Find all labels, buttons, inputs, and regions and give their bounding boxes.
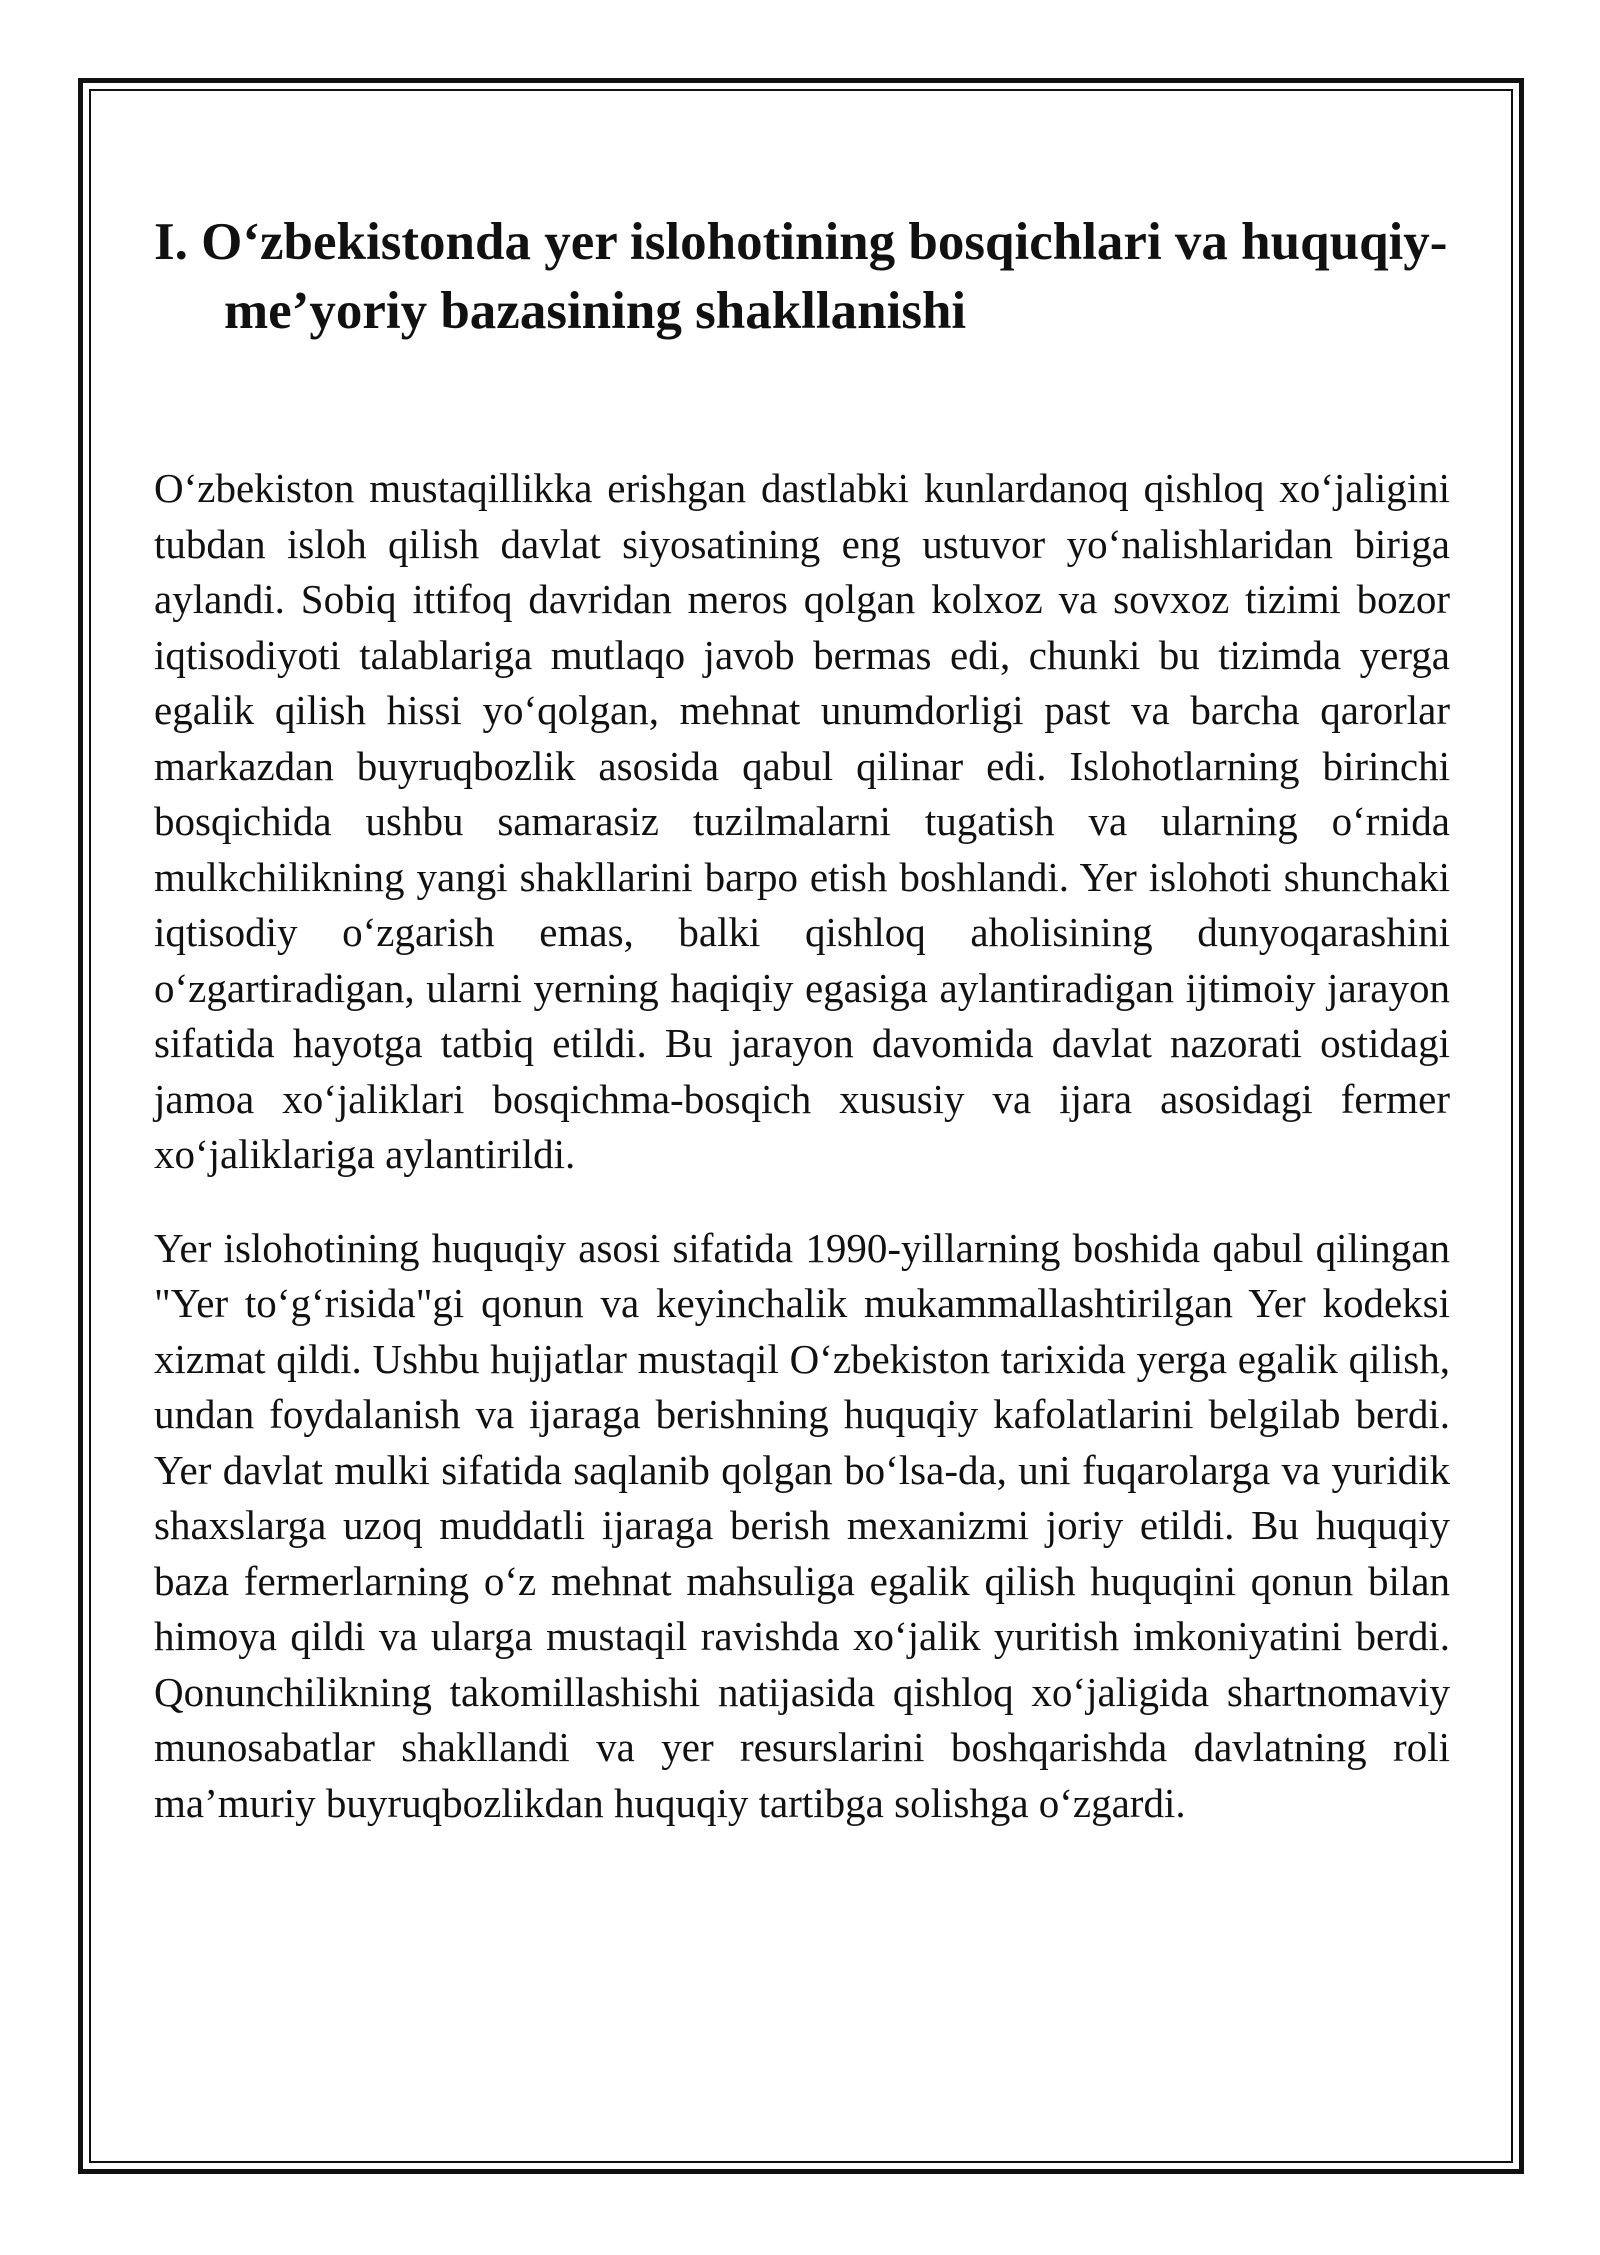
paragraph: O‘zbekiston mustaqillikka erishgan dastlabki kunlardanoq qishloq xo‘jaligini tubdan isloh qilish davlat siyosatining eng ustuvor yo‘nalishlaridan biriga aylandi. Sobiq ittifoq davridan meros qolgan kolxoz va sovxoz tizimi bozor iqtisodiyoti talablariga mutlaqo javob bermas edi, chunki bu tizimda yerga egalik qilish hissi yo‘qolgan, mehnat unumdorligi past va barcha qarorlar markazdan buyruqbozlik asosida qabul qilinar edi. Islohotlarning birinchi bosqichida ushbu samarasiz tuzilmalarni tugatish va ularning o‘rnida mulkchilikning yangi shakllarini barpo etish boshlandi. Yer islohoti shunchaki iqtisodiy o‘zgarish emas, balki qishloq aholisining dunyoqarashini o‘zgartiradigan, ularni yerning haqiqiy egasiga aylantiradigan ijtimoiy jarayon sifatida hayotga tatbiq etildi. Bu jarayon davomida davlat nazorati ostidagi jamoa xo‘jaliklari bosqichma-bosqich xususiy va ijara asosidagi fermer xo‘jaliklariga aylantirildi. — [154, 465, 1450, 1177]
document-body — [154, 461, 1450, 1831]
document-content — [154, 208, 1450, 1869]
paragraph: Yer islohotining huquqiy asosi sifatida 1990-yillarning boshida qabul qilingan "Yer to‘g‘risida"gi qonun va keyinchalik mukammallashtirilgan Yer kodeksi xizmat qildi. Ushbu hujjatlar mustaqil O‘zbekiston tarixida yerga egalik qilish, undan foydalanish va ijaraga berishning huquqiy kafolatlarini belgilab berdi. Yer davlat mulki sifatida saqlanib qolgan bo‘lsa-da, uni fuqarolarga va yuridik shaxslarga uzoq muddatli ijaraga berish mexanizmi joriy etildi. Bu huquqiy baza fermerlarning o‘z mehnat mahsuliga egalik qilish huquqini qonun bilan himoya qildi va ularga mustaqil ravishda xo‘jalik yuritish imkoniyatini berdi. Qonunchilikning takomillashishi natijasida qishloq xo‘jaligida shartnomaviy munosabatlar shakllandi va yer resurslarini boshqarishda davlatning roli ma’muriy buyruqbozlikdan huquqiy tartibga solishga o‘zgardi. — [154, 1224, 1450, 1826]
section-title: I. O‘zbekistonda yer islohotining bosqichlari va huquqiy-me’yoriy bazasining shakllanishi — [154, 213, 1448, 340]
